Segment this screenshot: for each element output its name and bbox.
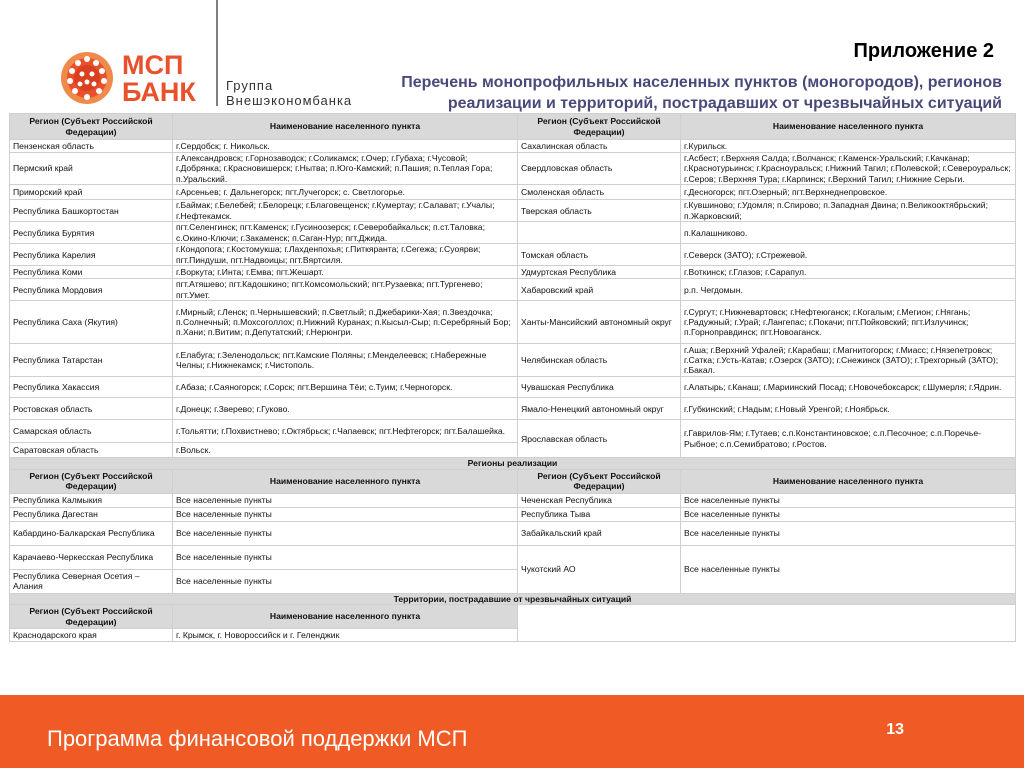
settlement-cell: Все населенные пункты <box>173 521 518 545</box>
table-row <box>10 266 1016 279</box>
settlement-cell: Все населенные пункты <box>681 507 1016 521</box>
region-cell: Смоленская область <box>518 185 681 200</box>
region-cell <box>518 222 681 244</box>
region-cell: Тверская область <box>518 200 681 222</box>
column-header-region: Регион (Субъект Российской Федерации) <box>518 114 681 140</box>
settlement-cell: г.Асбест; г.Верхняя Салда; г.Волчанск; г.Каменск-Уральский; г.Качканар; г.Краснотурьинск; г.Красноуральск; г.Нижний Тагил; г.Полевской; г.Североуральск; г.Серов; г.Верхняя Тура; г.Карпинск; г.Верхний Тагил; г.Нижние Серьги. <box>681 153 1016 185</box>
document-subtitle: Перечень монопрофильных населенных пунктов (моногородов), регионов реализации и территорий, пострадавших от чрезвычайных ситуаций <box>401 74 1002 112</box>
table-header-row <box>10 605 1016 629</box>
table-row <box>10 344 1016 377</box>
settlement-cell: г.Гаврилов-Ям; г.Тутаев; с.п.Константиновское; с.п.Песочное; с.п.Поречье-Рыбное; с.п.Семибратово; г.Ростов. <box>681 420 1016 458</box>
settlement-cell: г.Алатырь; г.Канаш; г.Мариинский Посад; г.Новочебоксарск; г.Шумерля; г.Ядрин. <box>681 377 1016 398</box>
region-cell: Карачаево-Черкесская Республика <box>10 545 173 569</box>
settlement-cell: г.Елабуга; г.Зеленодольск; пгт.Камские Поляны; г.Менделеевск; г.Набережные Челны; г.Нижнекамск; г.Чистополь. <box>173 344 518 377</box>
settlement-cell: пгт.Атяшево; пгт.Кадошкино; пгт.Комсомольский; пгт.Рузаевка; пгт.Тургенево; пгт.Умет. <box>173 279 518 301</box>
region-cell: Саратовская область <box>10 443 173 458</box>
table-row <box>10 301 1016 344</box>
appendix-title: Приложение 2 <box>853 40 994 62</box>
section-title-emergency: Территории, пострадавшие от чрезвычайных ситуаций <box>10 593 1016 604</box>
settlement-cell: р.п. Чегдомын. <box>681 279 1016 301</box>
settlement-cell: Все населенные пункты <box>681 493 1016 507</box>
column-header-settlement: Наименование населенного пункта <box>173 114 518 140</box>
empty-cell <box>518 605 1016 642</box>
region-cell: Республика Башкортостан <box>10 200 173 222</box>
table-row <box>10 200 1016 222</box>
region-cell: Забайкальский край <box>518 521 681 545</box>
table-row <box>10 545 1016 569</box>
brand-name: МСП БАНК <box>122 50 196 107</box>
page-number: 13 <box>886 721 904 738</box>
settlement-cell: г.Северск (ЗАТО); г.Стрежевой. <box>681 244 1016 266</box>
settlement-cell: г.Сердобск; г. Никольск. <box>173 140 518 153</box>
region-cell: Хабаровский край <box>518 279 681 301</box>
settlement-cell: г.Десногорск; пгт.Озерный; пгт.Верхнеднепровское. <box>681 185 1016 200</box>
region-cell: Республика Татарстан <box>10 344 173 377</box>
region-cell: Республика Тыва <box>518 507 681 521</box>
region-cell: Республика Саха (Якутия) <box>10 301 173 344</box>
region-cell: Удмуртская Республика <box>518 266 681 279</box>
settlement-cell: Все населенные пункты <box>173 493 518 507</box>
settlement-cell: г.Баймак; г.Белебей; г.Белорецк; г.Благовещенск; г.Кумертау; г.Салават; г.Учалы; г.Нефтекамск. <box>173 200 518 222</box>
section-title-realization: Регионы реализации <box>10 458 1016 469</box>
settlement-cell: п.Калашниково. <box>681 222 1016 244</box>
region-cell: Сахалинская область <box>518 140 681 153</box>
region-cell: Ханты-Мансийский автономный округ <box>518 301 681 344</box>
settlement-cell: г.Аша; г.Верхний Уфалей; г.Карабаш; г.Магнитогорск; г.Миасс; г.Нязепетровск; г.Сатка; г.Усть-Катав; г.Озерск (ЗАТО); г.Снежинск (ЗАТО); г.Трехгорный (ЗАТО); г.Бакал. <box>681 344 1016 377</box>
settlement-cell: г.Арсеньев; г. Дальнегорск; пгт.Лучегорск; с. Светлогорье. <box>173 185 518 200</box>
settlement-cell: г.Абаза; г.Саяногорск; г.Сорск; пгт.Вершина Тёи; с.Туим; г.Черногорск. <box>173 377 518 398</box>
settlement-cell: г.Воткинск; г.Глазов; г.Сарапул. <box>681 266 1016 279</box>
settlement-cell: г.Сургут; г.Нижневартовск; г.Нефтеюганск; г.Когалым; г.Мегион; г.Нягань; г.Радужный; г.Урай; г.Лангепас; г.Покачи; пгт.Пойковский; пгт.Излучинск; п.Горноправдинск; пгт.Новоаганск. <box>681 301 1016 344</box>
footer-program-title: Программа финансовой поддержки МСП <box>47 726 468 751</box>
table-row <box>10 185 1016 200</box>
table-row <box>10 140 1016 153</box>
region-cell: Ямало-Ненецкий автономный округ <box>518 398 681 420</box>
settlement-cell: г.Тольятти; г.Похвистнево; г.Октябрьск; г.Чапаевск; пгт.Нефтегорск; пгт.Балашейка. <box>173 420 518 443</box>
column-header-region: Регион (Субъект Российской Федерации) <box>518 469 681 493</box>
group-name: Группа Внешэкономбанка <box>226 78 353 108</box>
settlement-cell: г.Воркута; г.Инта; г.Емва; пгт.Жешарт. <box>173 266 518 279</box>
table-row <box>10 507 1016 521</box>
settlement-cell: г.Донецк; г.Зверево; г.Гуково. <box>173 398 518 420</box>
settlement-cell: г.Александровск; г.Горнозаводск; г.Соликамск; г.Очер; г.Губаха; г.Чусовой; г.Добрянка; г.Красновишерск; г.Нытва; п.Юго-Камский; п.Пашия; п.Теплая Гора; п.Уральский. <box>173 153 518 185</box>
settlement-cell: г.Мирный; г.Ленск; п.Чернышевский; п.Светлый; п.Джебарики-Хая; п.Звездочка; п.Солнечный; п.Мохсоголлох; п.Нижний Куранах; п.Кысыл-Сыр; п.Серебряный Бор; п.Хани; п.Витим; п.Депутатский; г.Нерюнгри. <box>173 301 518 344</box>
region-cell: Пермский край <box>10 153 173 185</box>
table-row <box>10 493 1016 507</box>
settlement-cell: г. Крымск, г. Новороссийск и г. Геленджик <box>173 629 518 642</box>
settlement-cell: г.Вольск. <box>173 443 518 458</box>
region-cell: Республика Северная Осетия – Алания <box>10 569 173 593</box>
column-header-settlement: Наименование населенного пункта <box>681 469 1016 493</box>
settlement-cell: Все населенные пункты <box>173 545 518 569</box>
region-cell: Краснодарского края <box>10 629 173 642</box>
settlement-cell: Все населенные пункты <box>681 545 1016 593</box>
region-cell: Чеченская Республика <box>518 493 681 507</box>
region-cell: Пензенская область <box>10 140 173 153</box>
table-row <box>10 420 1016 443</box>
table-header-row <box>10 469 1016 493</box>
table-row <box>10 244 1016 266</box>
table-row <box>10 398 1016 420</box>
column-header-settlement: Наименование населенного пункта <box>173 605 518 629</box>
region-cell: Томская область <box>518 244 681 266</box>
column-header-region: Регион (Субъект Российской Федерации) <box>10 114 173 140</box>
table-row <box>10 279 1016 301</box>
settlement-cell: пгт.Селенгинск; пгт.Каменск; г.Гусиноозерск; г.Северобайкальск; п.ст.Таловка; с.Окино-Ключи; г.Закаменск; п.Саган-Нур; пгт.Джида. <box>173 222 518 244</box>
region-cell: Челябинская область <box>518 344 681 377</box>
region-cell: Республика Дагестан <box>10 507 173 521</box>
column-header-settlement: Наименование населенного пункта <box>173 469 518 493</box>
settlement-cell: г.Кондопога; г.Костомукша; г.Лахденпохья; г.Питкяранта; г.Сегежа; г.Суоярви; пгт.Пиндуши, пгт.Надвоицы; пгт.Вяртсиля. <box>173 244 518 266</box>
column-header-region: Регион (Субъект Российской Федерации) <box>10 469 173 493</box>
msp-bank-logo-icon <box>58 48 116 106</box>
region-cell: Республика Мордовия <box>10 279 173 301</box>
region-cell: Республика Хакассия <box>10 377 173 398</box>
region-cell: Самарская область <box>10 420 173 443</box>
monotowns-table <box>9 113 1016 642</box>
settlement-cell: г.Курильск. <box>681 140 1016 153</box>
region-cell: Республика Калмыкия <box>10 493 173 507</box>
section-header-row <box>10 458 1016 469</box>
table-row <box>10 377 1016 398</box>
region-cell: Республика Бурятия <box>10 222 173 244</box>
region-cell: Ростовская область <box>10 398 173 420</box>
region-cell: Приморский край <box>10 185 173 200</box>
table-row <box>10 222 1016 244</box>
column-header-region: Регион (Субъект Российской Федерации) <box>10 605 173 629</box>
settlement-cell: Все населенные пункты <box>173 569 518 593</box>
header <box>0 0 1024 110</box>
region-cell: Чукотский АО <box>518 545 681 593</box>
column-header-settlement: Наименование населенного пункта <box>681 114 1016 140</box>
header-divider <box>216 0 218 106</box>
region-cell: Кабардино-Балкарская Республика <box>10 521 173 545</box>
region-cell: Республика Карелия <box>10 244 173 266</box>
region-cell: Республика Коми <box>10 266 173 279</box>
table-row <box>10 153 1016 185</box>
table-header-row <box>10 114 1016 140</box>
settlement-cell: Все населенные пункты <box>173 507 518 521</box>
settlement-cell: г.Губкинский; г.Надым; г.Новый Уренгой; г.Ноябрьск. <box>681 398 1016 420</box>
section-header-row <box>10 593 1016 604</box>
settlement-cell: Все населенные пункты <box>681 521 1016 545</box>
table-row <box>10 521 1016 545</box>
region-cell: Свердловская область <box>518 153 681 185</box>
region-cell: Чувашская Республика <box>518 377 681 398</box>
settlement-cell: г.Кувшиново; г.Удомля; п.Спирово; п.Западная Двина; п.Великооктябрьский; п.Жарковский; <box>681 200 1016 222</box>
region-cell: Ярославская область <box>518 420 681 458</box>
